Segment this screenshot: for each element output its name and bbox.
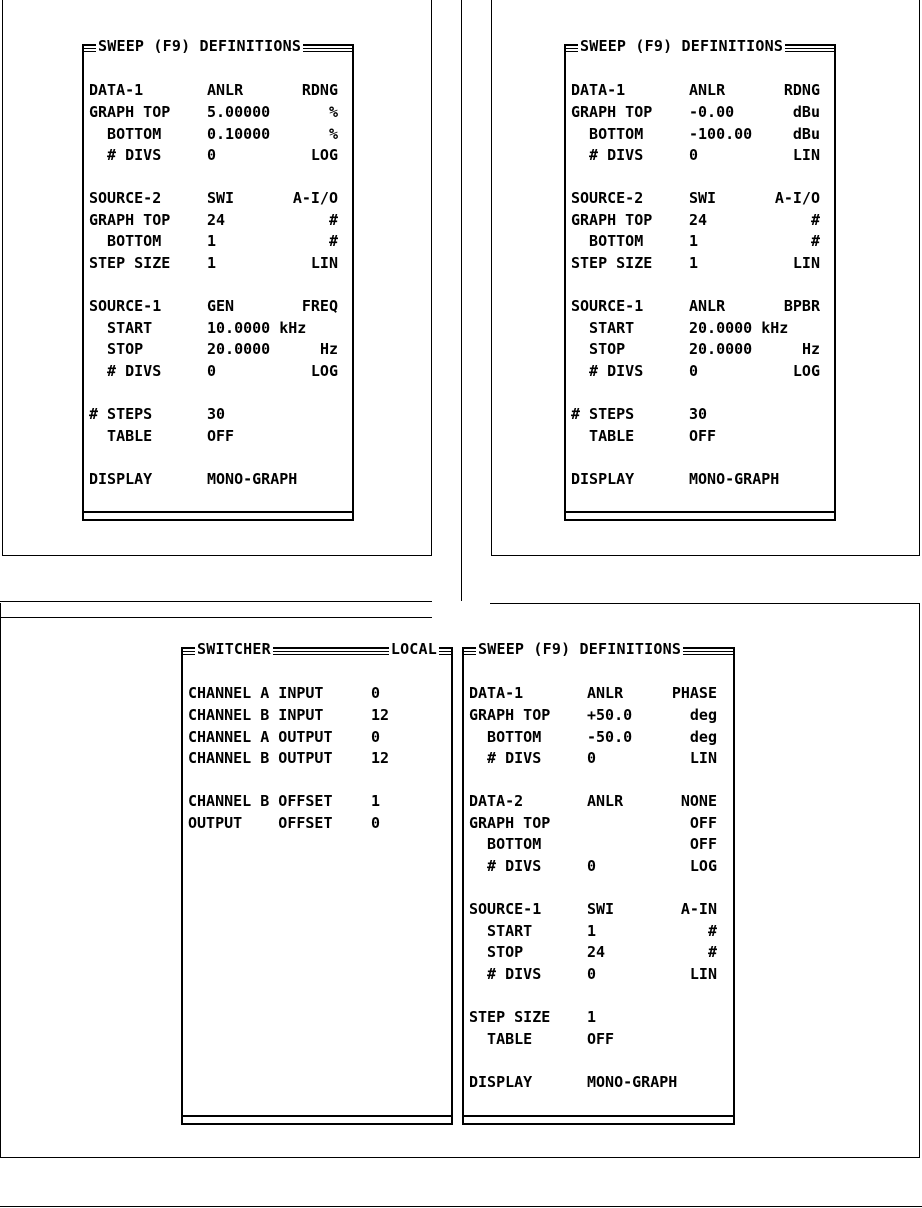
row-label: STOP <box>89 340 144 358</box>
row-unit: # <box>707 922 717 940</box>
row-unit: PHASE <box>671 684 717 702</box>
row-label: BOTTOM <box>571 125 644 143</box>
row-label: GRAPH TOP <box>469 706 551 724</box>
row-label: START <box>89 319 153 337</box>
row-value: 0 <box>689 362 699 380</box>
row-unit: OFF <box>689 835 717 853</box>
row-unit: deg <box>689 728 717 746</box>
row-value: ANLR <box>689 81 726 99</box>
row-value: 0 <box>207 362 217 380</box>
row-label: # STEPS <box>571 405 635 423</box>
row-value: 12 <box>371 706 390 724</box>
row-value: 20.0000 <box>689 340 753 358</box>
row-label: # DIVS <box>469 965 542 983</box>
row-label: CHANNEL A INPUT <box>188 684 324 702</box>
row-unit: BPBR <box>783 297 820 315</box>
row-value: +50.0 <box>587 706 633 724</box>
row-value: -0.00 <box>689 103 735 121</box>
row-value: 1 <box>587 922 597 940</box>
row-value: SWI <box>689 189 717 207</box>
sweep-definitions-screen-2 <box>564 37 836 521</box>
row-value: SWI <box>207 189 235 207</box>
row-value: 0 <box>689 146 699 164</box>
row-unit: RDNG <box>783 81 820 99</box>
row-value: -100.00 <box>689 125 753 143</box>
row-label: TABLE <box>571 427 635 445</box>
row-label: START <box>571 319 635 337</box>
row-label: # DIVS <box>469 857 542 875</box>
row-label: BOTTOM <box>571 232 644 250</box>
row-label: TABLE <box>89 427 153 445</box>
row-label: CHANNEL B OFFSET <box>188 792 333 810</box>
row-label: CHANNEL A OUTPUT <box>188 728 333 746</box>
row-label: # STEPS <box>89 405 153 423</box>
row-value: 1 <box>371 792 381 810</box>
row-unit: % <box>328 103 338 121</box>
row-label: # DIVS <box>89 146 162 164</box>
row-unit: LOG <box>310 146 338 164</box>
row-value: 0 <box>371 814 381 832</box>
row-label: SOURCE-2 <box>89 189 162 207</box>
row-label: DISPLAY <box>469 1073 533 1091</box>
row-unit: A-I/O <box>292 189 338 207</box>
frame-bottom <box>0 603 920 1158</box>
row-value: 0 <box>587 749 597 767</box>
row-value: 0 <box>587 857 597 875</box>
row-unit: LIN <box>792 146 820 164</box>
row-unit: LIN <box>689 749 717 767</box>
row-value: 0 <box>207 146 217 164</box>
row-unit: # <box>810 232 820 250</box>
row-label: BOTTOM <box>469 728 542 746</box>
row-value: 0 <box>371 728 381 746</box>
row-unit: # <box>328 211 338 229</box>
center-divider <box>461 0 462 601</box>
row-unit: LIN <box>792 254 820 272</box>
row-value: OFF <box>207 427 235 445</box>
row-label: BOTTOM <box>89 125 162 143</box>
row-value: 24 <box>207 211 226 229</box>
row-label: SOURCE-2 <box>571 189 644 207</box>
row-label: GRAPH TOP <box>571 211 653 229</box>
row-unit: % <box>328 125 338 143</box>
row-value: 30 <box>689 405 708 423</box>
sweep-definitions-screen-3 <box>462 640 735 1125</box>
row-label: GRAPH TOP <box>571 103 653 121</box>
screen-title: SWEEP (F9) DEFINITIONS <box>478 640 682 658</box>
row-label: GRAPH TOP <box>89 103 171 121</box>
row-unit: FREQ <box>301 297 338 315</box>
row-value: 10.0000 kHz <box>207 319 307 337</box>
row-value: ANLR <box>587 684 624 702</box>
row-value: OFF <box>587 1030 615 1048</box>
row-unit: dBu <box>792 103 820 121</box>
row-label: GRAPH TOP <box>469 814 551 832</box>
row-value: 12 <box>371 749 390 767</box>
row-value: 0 <box>587 965 597 983</box>
row-label: DATA-1 <box>469 684 524 702</box>
row-label: OUTPUT OFFSET <box>188 814 333 832</box>
row-label: # DIVS <box>571 362 644 380</box>
screen-title-right: LOCAL <box>390 640 437 658</box>
row-label: DISPLAY <box>89 470 153 488</box>
row-label: TABLE <box>469 1030 533 1048</box>
row-label: CHANNEL B INPUT <box>188 706 324 724</box>
frame-bottom-top-rule <box>0 601 432 602</box>
row-value: 30 <box>207 405 226 423</box>
row-label: # DIVS <box>571 146 644 164</box>
row-unit: # <box>328 232 338 250</box>
row-unit: deg <box>689 706 717 724</box>
row-label: SOURCE-1 <box>89 297 162 315</box>
row-value: MONO-GRAPH <box>689 470 780 488</box>
row-label: START <box>469 922 533 940</box>
row-value: 0 <box>371 684 381 702</box>
row-label: STEP SIZE <box>469 1008 551 1026</box>
row-label: STEP SIZE <box>89 254 171 272</box>
row-unit: LOG <box>792 362 820 380</box>
row-value: -50.0 <box>587 728 633 746</box>
row-value: SWI <box>587 900 615 918</box>
row-label: SOURCE-1 <box>571 297 644 315</box>
screen-title: SWEEP (F9) DEFINITIONS <box>98 37 302 55</box>
row-unit: LOG <box>310 362 338 380</box>
row-value: 0.10000 <box>207 125 271 143</box>
row-value: 1 <box>207 254 217 272</box>
row-unit: Hz <box>319 340 338 358</box>
row-value: 1 <box>689 254 699 272</box>
sweep-definitions-screen-1 <box>82 37 354 521</box>
row-value: 5.00000 <box>207 103 271 121</box>
row-value: 20.0000 <box>207 340 271 358</box>
row-unit: NONE <box>680 792 717 810</box>
switcher-screen <box>181 640 453 1125</box>
row-label: BOTTOM <box>89 232 162 250</box>
row-value: MONO-GRAPH <box>587 1073 678 1091</box>
row-label: # DIVS <box>89 362 162 380</box>
row-label: GRAPH TOP <box>89 211 171 229</box>
row-label: STOP <box>469 943 524 961</box>
row-label: DATA-2 <box>469 792 524 810</box>
row-value: 24 <box>587 943 606 961</box>
row-unit: A-I/O <box>774 189 820 207</box>
row-label: STOP <box>571 340 626 358</box>
screen-title: SWITCHER <box>197 640 271 658</box>
row-unit: LIN <box>310 254 338 272</box>
row-value: 1 <box>587 1008 597 1026</box>
row-value: 20.0000 kHz <box>689 319 789 337</box>
row-unit: dBu <box>792 125 820 143</box>
row-label: DATA-1 <box>89 81 144 99</box>
row-label: DISPLAY <box>571 470 635 488</box>
row-unit: # <box>707 943 717 961</box>
row-unit: A-IN <box>680 900 717 918</box>
row-unit: LIN <box>689 965 717 983</box>
row-value: 24 <box>689 211 708 229</box>
row-value: OFF <box>689 427 717 445</box>
row-value: 1 <box>207 232 217 250</box>
row-value: MONO-GRAPH <box>207 470 298 488</box>
row-value: ANLR <box>207 81 244 99</box>
row-label: BOTTOM <box>469 835 542 853</box>
row-unit: RDNG <box>301 81 338 99</box>
screen-title: SWEEP (F9) DEFINITIONS <box>580 37 784 55</box>
row-unit: OFF <box>689 814 717 832</box>
row-label: # DIVS <box>469 749 542 767</box>
row-unit: Hz <box>801 340 820 358</box>
row-value: ANLR <box>587 792 624 810</box>
row-value: 1 <box>689 232 699 250</box>
row-unit: # <box>810 211 820 229</box>
row-label: DATA-1 <box>571 81 626 99</box>
row-label: STEP SIZE <box>571 254 653 272</box>
page-footer-rule <box>0 1206 922 1207</box>
row-value: ANLR <box>689 297 726 315</box>
row-label: SOURCE-1 <box>469 900 542 918</box>
row-value: GEN <box>207 297 235 315</box>
row-label: CHANNEL B OUTPUT <box>188 749 333 767</box>
row-unit: LOG <box>689 857 717 875</box>
